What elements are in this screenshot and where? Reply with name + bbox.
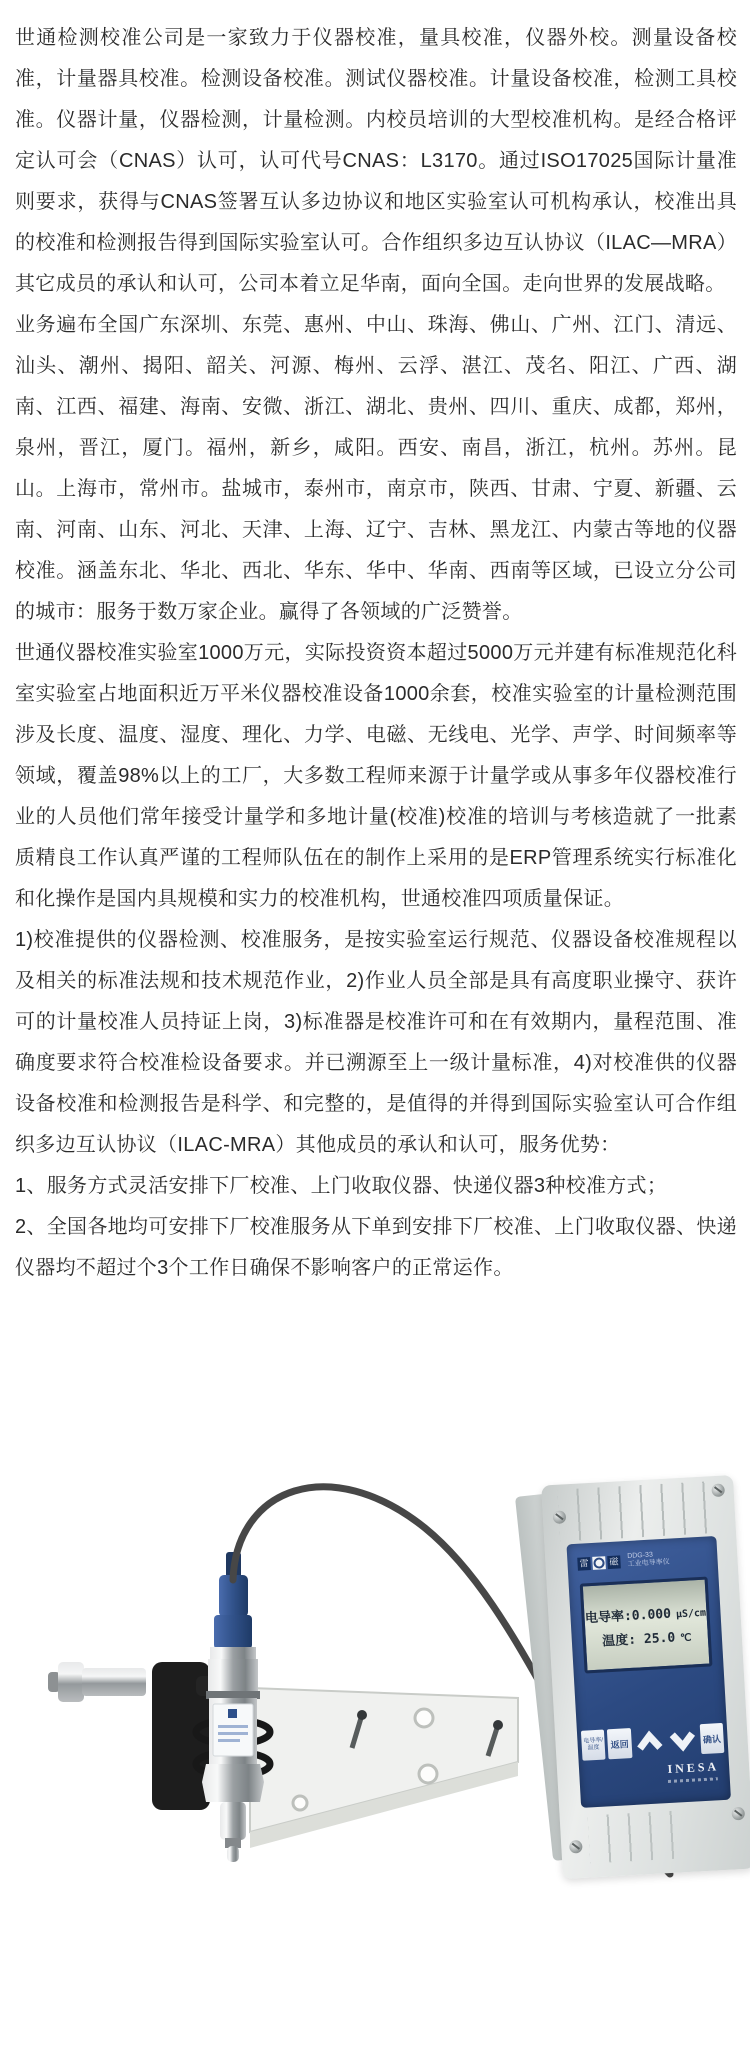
lcd-conductivity-row — [584, 1600, 707, 1626]
paragraph-quality-guarantee: 1)校准提供的仪器检测、校准服务，是按实验室运行规范、仪器设备校准规程以及相关的标准法规和技术规范作业，2)作业人员全部是具有高度职业操守、获许可的计量校准人员持证上岗，3)标准器是校准许可和在有效期内，量程范围、准确度要求符合校准检设备要求。并已溯源至上一级计量标准，4)对校准供的仪器设备校准和检测报告是科学、和完整的，是值得的并得到国际实验室认可合作组织多边互认协议（ILAC-MRA）其他成员的承认和认可，服务优势： — [15, 929, 737, 1156]
screw-bottom-right — [731, 1807, 745, 1821]
maker-label: INESA — [667, 1759, 720, 1777]
down-arrow-icon — [666, 1724, 698, 1756]
key-row — [581, 1722, 725, 1762]
case-grooves-bottom — [588, 1810, 693, 1864]
brand-char-left: 雷 — [577, 1557, 591, 1571]
conductivity-unit: μS/cm — [675, 1607, 707, 1620]
temperature-unit: ℃ — [679, 1632, 692, 1644]
probe-side-port — [48, 1662, 146, 1702]
model-label — [627, 1551, 670, 1569]
screw-top-right — [711, 1483, 725, 1497]
confirm-key: 确认 — [699, 1723, 724, 1754]
paragraph-service-mode-1: 1、服务方式灵活安排下厂校准、上门收取仪器、快递仪器3种校准方式； — [15, 1175, 668, 1197]
brand-logo — [577, 1551, 670, 1572]
paragraph-company-profile: 世通检测校准公司是一家致力于仪器校准，量具校准，仪器外校。测量设备校准，计量器具校准。检测设备校准。测试仪器校准。计量设备校准，检测工具校准。仪器计量，仪器检测，计量检测。内校员培训的大型校准机构。是经合格评定认可会（CNAS）认可，认可代号CNAS：L3170。通过ISO17025国际计量准则要求，获得与CNAS签署互认多边协议和地区实验室认可机构承认，校准出具的校准和检测报告得到国际实验室认可。合作组织多边互认协议（ILAC—MRA）其它成员的承认和认可，公司本着立足华南，面向全国。走向世界的发展战略。 — [15, 27, 737, 295]
screw-bottom-left — [569, 1840, 583, 1854]
company-intro-article — [15, 18, 737, 1289]
lcd-temperature-row — [585, 1624, 708, 1650]
case-grooves-top — [557, 1482, 708, 1542]
paragraph-service-regions: 业务遍布全国广东深圳、东莞、惠州、中山、珠海、佛山、广州、江门、清远、汕头、潮州、揭阳、韶关、河源、梅州、云浮、湛江、茂名、阳江、广西、湖南、江西、福建、海南、安微、浙江、湖北、贵州、四川、重庆、成都，郑州，泉州，晋江，厦门。福州，新乡，咸阳。西安、南昌，浙江，杭州。苏州。昆山。上海市，常州市。盐城市，泰州市，南京市，陕西、甘肃、宁夏、新疆、云南、河南、山东、河北、天津、上海、辽宁、吉林、黑龙江、内蒙古等地的仪器校准。涵盖东北、华北、西北、华东、华中、华南、西南等区域，已设立分公司的城市：服务于数万家企业。赢得了各领域的广泛赞誉。 — [15, 314, 737, 623]
maker-subtext-bar — [668, 1777, 718, 1783]
product-photo — [0, 1430, 750, 1930]
lcd-display — [580, 1577, 713, 1674]
controller-unit — [541, 1475, 750, 1879]
controller-front-panel — [566, 1536, 731, 1808]
model-number: DDG-33 — [627, 1551, 654, 1560]
temperature-reading: 温度: 25.0 — [601, 1629, 676, 1649]
up-arrow-icon — [634, 1726, 666, 1758]
brand-char-right: 磁 — [607, 1555, 621, 1569]
leici-logo-icon — [592, 1556, 606, 1570]
mode-key: 电导率/温度 — [581, 1730, 606, 1761]
model-type: 工业电导率仪 — [627, 1558, 670, 1568]
paragraph-service-mode-2: 2、全国各地均可安排下厂校准服务从下单到安排下厂校准、上门收取仪器、快递仪器均不超过个3个工作日确保不影响客户的正常运作。 — [15, 1216, 737, 1279]
back-key: 返回 — [607, 1728, 632, 1759]
paragraph-lab-capability: 世通仪器校准实验室1000万元，实际投资资本超过5000万元并建有标准规范化科室实验室占地面积近万平米仪器校准设备1000余套，校准实验室的计量检测范围涉及长度、温度、湿度、理化、力学、电磁、无线电、光学、声学、时间频率等领域，覆盖98%以上的工厂，大多数工程师来源于计量学或从事多年仪器校准行业的人员他们常年接受计量学和多地计量(校准)校准的培训与考核造就了一批素质精良工作认真严谨的工程师队伍在的制作上采用的是ERP管理系统实行标准化和化操作是国内具规模和实力的校准机构，世通校准四项质量保证。 — [15, 642, 737, 910]
conductivity-reading: 电导率:0.000 — [584, 1606, 672, 1626]
mounting-bracket — [250, 1688, 518, 1848]
